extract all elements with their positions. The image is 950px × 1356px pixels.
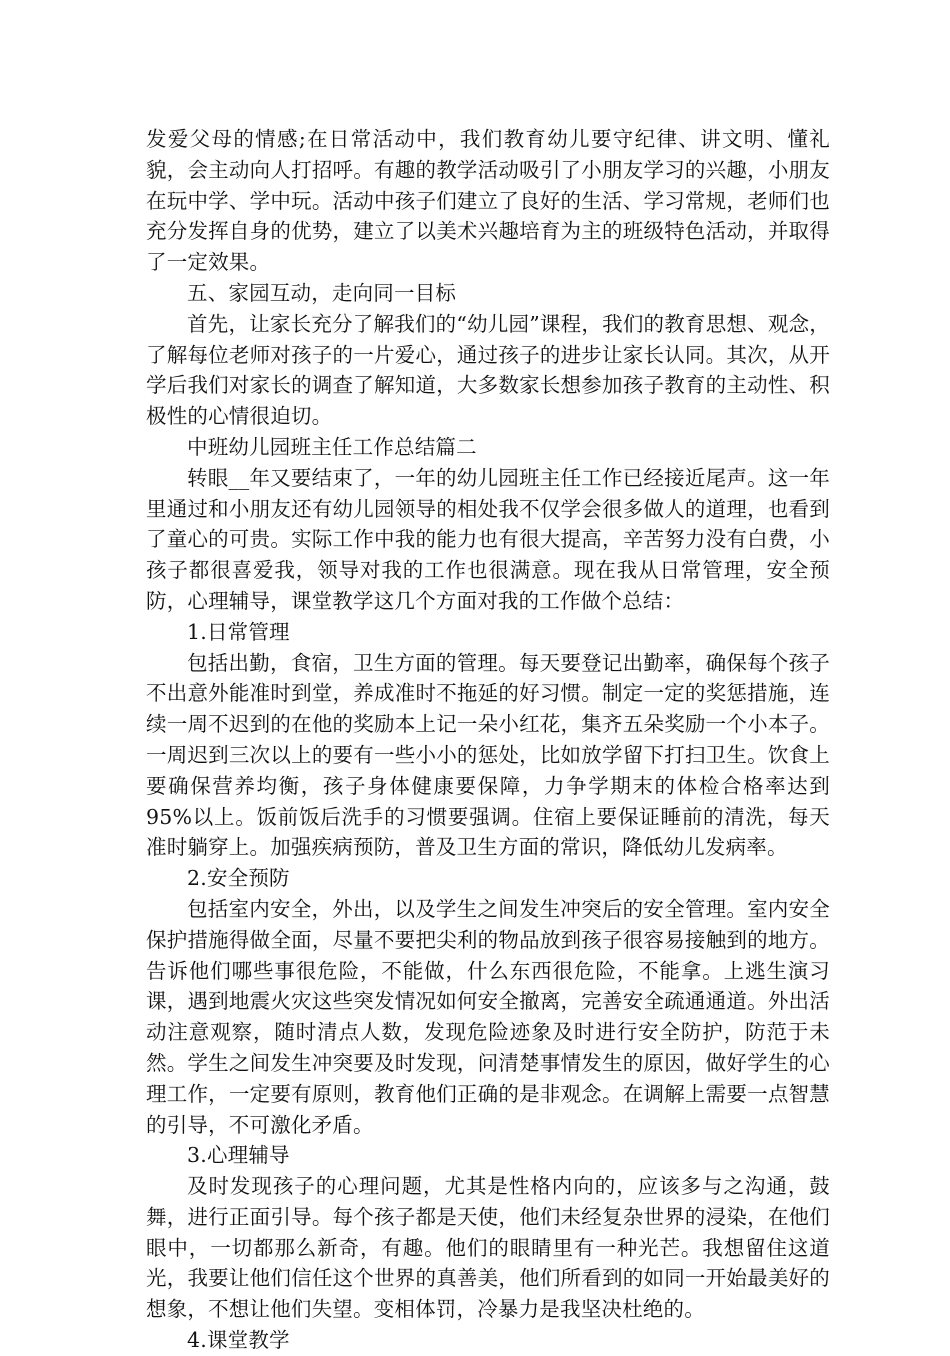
paragraph-safety: 包括室内安全，外出，以及学生之间发生冲突后的安全管理。室内安全保护措施得做全面，尽量不要把尖利的物品放到孩子很容易接触到的地方。告诉他们哪些事很危险，不能做，什么东西很危险，不能拿。上逃生演习课，遇到地震火灾这些突发情况如何安全撤离，完善安全疏通通道。外出活动注意观察，随时清点人数，发现危险迹象及时进行安全防护，防范于未然。学生之间发生冲突要及时发现，问清楚事情发生的原因，做好学生的心理工作，一定要有原则，教育他们正确的是非观念。在调解上需要一点智慧的引导，不可激化矛盾。 (146, 896, 830, 1137)
paragraph-year-summary: 转眼__年又要结束了，一年的幼儿园班主任工作已经接近尾声。这一年里通过和小朋友还有幼儿园领导的相处我不仅学会很多做人的道理，也看到了童心的可贵。实际工作中我的能力也有很大提高，辛苦努力没有白费，小孩子都很喜爱我，领导对我的工作也很满意。现在我从日常管理，安全预防，心理辅导，课堂教学这几个方面对我的工作做个总结： (146, 465, 830, 613)
section-heading-safety: 2.安全预防 (187, 866, 290, 891)
section-heading-daily-management: 1.日常管理 (187, 619, 290, 644)
section-heading-counseling: 3.心理辅导 (187, 1143, 290, 1168)
paragraph-counseling: 及时发现孩子的心理问题，尤其是性格内向的，应该多与之沟通，鼓舞，进行正面引导。每个孩子都是天使，他们未经复杂世界的浸染，在他们眼中，一切都那么新奇，有趣。他们的眼睛里有一种光芒。我想留住这道光，我要让他们信任这个世界的真善美，他们所看到的如同一开始最美好的想象，不想让他们失望。变相体罚，冷暴力是我坚决杜绝的。 (146, 1174, 830, 1322)
document-body (146, 124, 830, 1356)
section-heading-home-school: 五、家园互动，走向同一目标 (187, 280, 457, 305)
paragraph-daily-management: 包括出勤，食宿，卫生方面的管理。每天要登记出勤率，确保每个孩子不出意外能准时到堂，养成准时不拖延的好习惯。制定一定的奖惩措施，连续一周不迟到的在他的奖励本上记一朵小红花，集齐五朵奖励一个小本子。一周迟到三次以上的要有一些小小的惩处，比如放学留下打扫卫生。饮食上要确保营养均衡，孩子身体健康要保障，力争学期末的体检合格率达到95%以上。饭前饭后洗手的习惯要强调。住宿上要保证睡前的清洗，每天准时躺穿上。加强疾病预防，普及卫生方面的常识，降低幼儿发病率。 (146, 650, 830, 860)
paragraph-home-school: 首先，让家长充分了解我们的“幼儿园”课程，我们的教育思想、观念，了解每位老师对孩子的一片爱心，通过孩子的进步让家长认同。其次，从开学后我们对家长的调查了解知道，大多数家长想参加孩子教育的主动性、积极性的心情很迫切。 (146, 311, 830, 429)
section-heading-classroom: 4.课堂教学 (187, 1328, 290, 1353)
article-title-part-two: 中班幼儿园班主任工作总结篇二 (187, 434, 477, 459)
paragraph-intro-continuation: 发爱父母的情感;在日常活动中，我们教育幼儿要守纪律、讲文明、懂礼貌，会主动向人打招呼。有趣的教学活动吸引了小朋友学习的兴趣，小朋友在玩中学、学中玩。活动中孩子们建立了良好的生活、学习常规，老师们也充分发挥自身的优势，建立了以美术兴趣培育为主的班级特色活动，并取得了一定效果。 (146, 127, 830, 275)
